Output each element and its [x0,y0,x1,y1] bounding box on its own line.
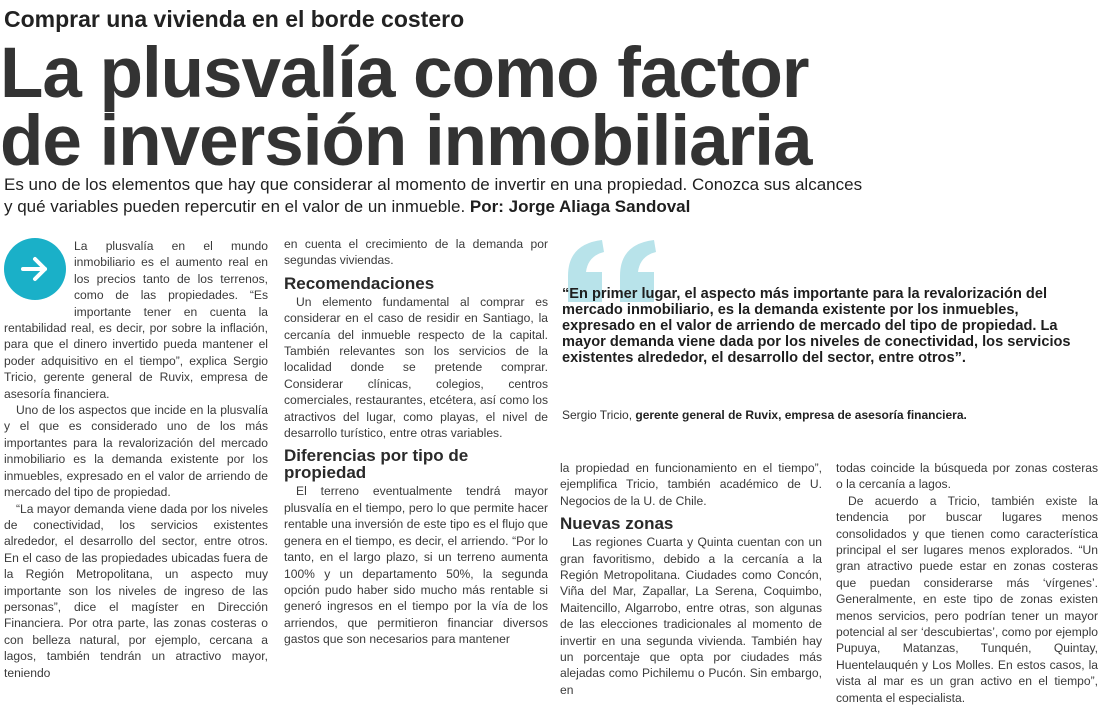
deck-line-1: Es uno de los elementos que hay que considerar al momento de invertir en una propiedad. Conozca sus alcances [4,175,863,194]
col2-paragraph-3: El terreno eventualmente tendrá mayor plusvalía en el tiempo, pero lo que permite hacer rentable una inversión de este tipo es el flujo que genera en el tiempo, es decir, el arriendo. “Por lo tanto, en el largo plazo, si un terreno aumenta 100% y un departamento 50%, la segunda opción pudo haber sido mucho más rentable si generó ingresos en el tiempo por la vía de los arriendos, que permitieron financiar diversos gastos que son necesarios para mantener [284,484,548,647]
headline-line-2: de inversión inmobiliaria [0,102,812,181]
headline-line-1: La plusvalía como factor [0,34,809,113]
pull-quote [560,236,1100,456]
quote-attribution [562,408,1100,422]
arrow-right-icon [4,238,66,300]
col4-paragraph-1: todas coincide la búsqueda por zonas costeras o la cercanía a lagos. [836,461,1098,492]
col1-paragraph-2: Uno de los aspectos que incide en la plusvalía y el que es considerado uno de los más importantes para la revalorización del mercado inmobiliario es la demanda existente por los inmuebles, expresado en el valor de arriendo de mercado del tipo de propiedad. [4,403,268,500]
subheading-nuevas-zonas: Nuevas zonas [560,514,674,534]
column-2 [284,236,548,726]
col1-paragraph-1: La plusvalía en el mundo inmobiliario es el aumento real en los precios tanto de los terrenos, como de las propiedades. “Es importante tener en cuenta la rentabilidad real, es decir, por sobre la inflación, para que el dinero invertido pueda mantener el poder adquisitivo en el tiempo”, explica Sergio Tricio, gerente general de Ruvix, empresa de asesoría financiera. [4,239,268,401]
byline: Por: Jorge Aliaga Sandoval [469,197,691,216]
kicker: Comprar una vivienda en el borde costero [4,6,465,32]
subheading-diferencias: Diferencias por tipo de propiedad [284,446,469,483]
deck [4,174,1100,218]
subheading-recomendaciones: Recomendaciones [284,273,435,293]
column-1 [4,238,268,726]
col2-paragraph-1: en cuenta el crecimiento de la demanda por segundas viviendas. [284,237,548,268]
quote-name: Sergio Tricio, [562,408,633,422]
column-4 [836,460,1098,726]
quote-role: gerente general de Ruvix, empresa de asesoría financiera. [635,408,967,422]
col3-paragraph-1: la propiedad en funcionamiento en el tiempo”, ejemplifica Tricio, también académico de U. Negocios de la U. de Chile. [560,461,822,508]
deck-line-2-text: y qué variables pueden repercutir en el valor de un inmueble. [4,197,466,216]
col1-paragraph-3: “La mayor demanda viene dada por los niveles de conectividad, los servicios existentes alrededor, el desarrollo del sector, entre otros. En el caso de las propiedades ubicadas fuera de la Región Metropolitana, un aspecto muy importante son los niveles de ingreso de las personas”, dice el magíster en Dirección Financiera. Por otra parte, las zonas costeras o con belleza natural, por ejemplo, cercana a lagos, también tendrán un atractivo mayor, teniendo [4,501,268,680]
col4-paragraph-2: De acuerdo a Tricio, también existe la tendencia por buscar lugares menos consolidados y que tienen como característica principal el ser lugares menos explorados. “Un gran atractivo puede estar en zonas costeras que puedan considerarse más ‘vírgenes’. Generalmente, en este tipo de zonas existen menos servicios, pero podrían tener un mayor potencial al ser ‘descubiertas’, como por ejemplo Pupuya, Matanzas, Tunquén, Quintay, Huentelauquén y Los Molles. En estos casos, la vista al mar es un gran activo en el tiempo”, comenta el especialista. [836,493,1098,705]
col3-paragraph-2: Las regiones Cuarta y Quinta cuentan con un gran favoritismo, debido a la cercanía a la Región Metropolitana. Ciudades como Concón, Viña del Mar, Zapallar, La Serena, Coquimbo, Maitencillo, Algarrobo, entre otras, son algunas de las elecciones tradicionales al momento de invertir en una segunda vivienda. También hay un porcentaje que opta por ciudades más alejadas como Pichilemu o Pucón. Sin embargo, en [560,535,822,697]
column-3 [560,460,822,726]
deck-line-2 [4,196,1100,218]
quote-text: “En primer lugar, el aspecto más importante para la revalorización del mercado inmobiliario, es la demanda existente por los inmuebles, expresado en el valor de arriendo de mercado del tipo de propiedad. La mayor demanda viene dada por los niveles de conectividad, los servicios existentes alrededor, el desarrollo del sector, entre otros”. [562,286,1071,366]
headline [0,34,1104,181]
col2-paragraph-2: Un elemento fundamental al comprar es considerar en el caso de residir en Santiago, la cercanía del inmueble respecto de la capital. También relevantes son los servicios de la localidad donde se pretende comprar. Considerar clínicas, colegios, centros comerciales, restaurantes, etcétera, así como los atractivos del lugar, como playas, el nivel de desarrollo turístico, entre otras variables. [284,294,548,441]
